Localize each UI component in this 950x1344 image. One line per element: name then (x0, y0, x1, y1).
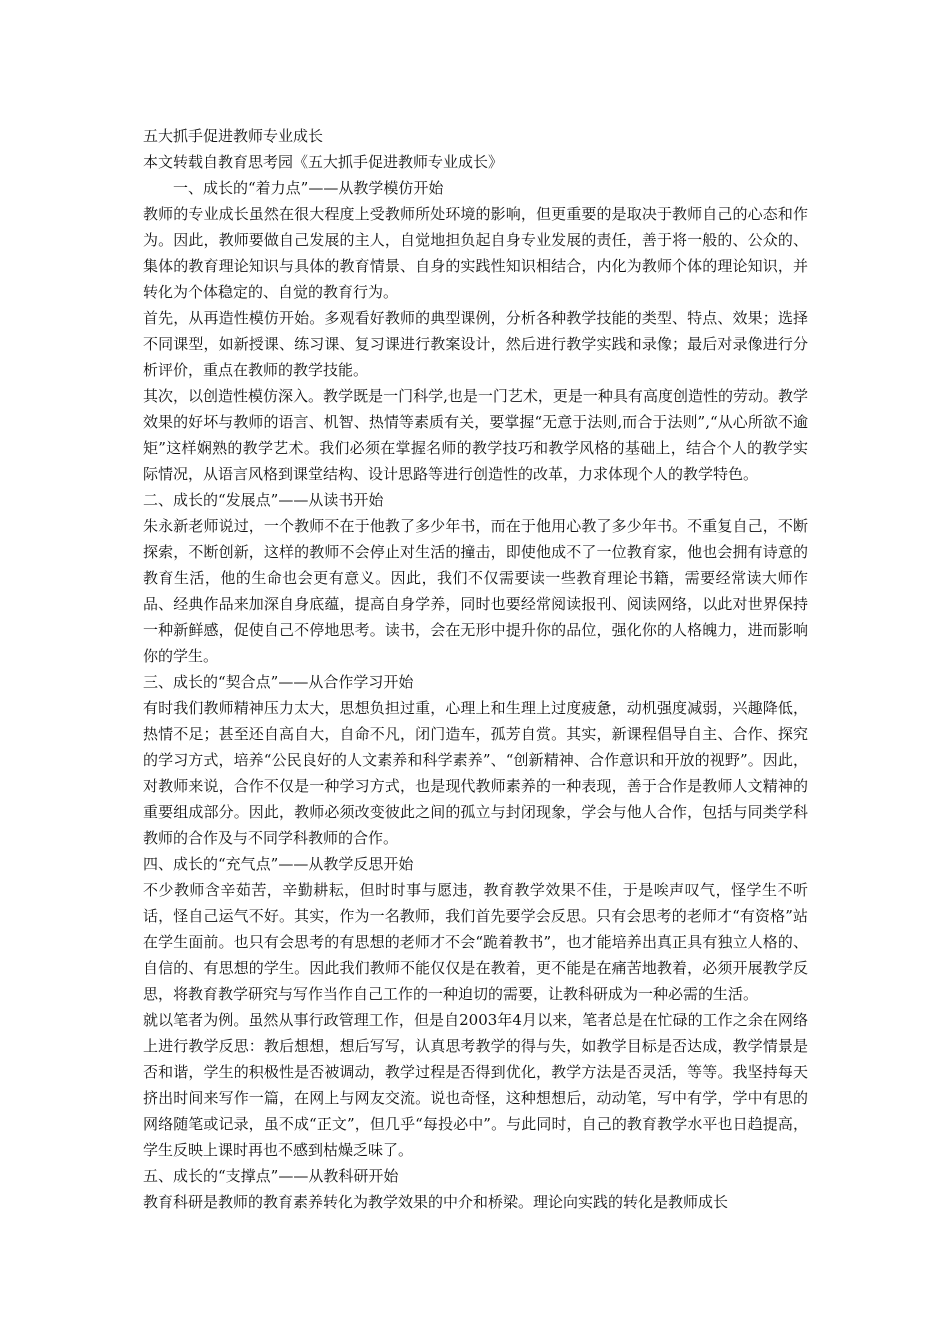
document-title: 五大抓手促进教师专业成长 (143, 127, 324, 145)
paragraph: 教育科研是教师的教育素养转化为教学效果的中介和桥梁。理论向实践的转化是教师成长 (143, 1193, 729, 1211)
paragraph: 不少教师含辛茹苦，辛勤耕耘，但时时事与愿违，教育教学效果不佳，于是唉声叹气，怪学生不听话，怪自己运气不好。其实，作为一名教师，我们首先要学会反思。只有会思考的老师才“有资格”站在学生面前。也只有会思考的有思想的老师才不会“跪着教书”，也才能培养出真正具有独立人格的、自信的、有思想的学生。因此我们教师不能仅仅是在教着，更不能是在痛苦地教着，必须开展教学反思，将教育教学研究与写作当作自己工作的一种迫切的需要，让教科研成为一种必需的生活。 (143, 881, 808, 1003)
paragraph: 其次，以创造性模仿深入。教学既是一门科学,也是一门艺术，更是一种具有高度创造性的劳动。教学效果的好坏与教师的语言、机智、热情等素质有关，要掌握“无意于法则,而合于法则”,“从心所欲不逾矩”这样娴熟的教学艺术。我们必须在掌握名师的教学技巧和教学风格的基础上，结合个人的教学实际情况，从语言风格到课堂结构、设计思路等进行创造性的改革，力求体现个人的教学特色。 (143, 387, 808, 483)
section-heading-1: 一、成长的“着力点”——从教学模仿开始 (173, 179, 444, 197)
source-line: 本文转载自教育思考园《五大抓手促进教师专业成长》 (143, 153, 504, 171)
paragraph: 就以笔者为例。虽然从事行政管理工作，但是自2003年4月以来，笔者总是在忙碌的工作之余在网络上进行教学反思：教后想想，想后写写，认真思考教学的得与失，如教学目标是否达成，教学情景是否和谐，学生的积极性是否被调动，教学过程是否得到优化，教学方法是否灵活，等等。我坚持每天挤出时间来写作一篇，在网上与网友交流。说也奇怪，这种想想后，动动笔，写中有学，学中有思的网络随笔或记录，虽不成“正文”，但几乎“每投必中”。与此同时，自己的教育教学水平也日趋提高，学生反映上课时再也不感到枯燥乏味了。 (143, 1011, 808, 1159)
paragraph: 教师的专业成长虽然在很大程度上受教师所处环境的影响，但更重要的是取决于教师自己的心态和作为。因此，教师要做自己发展的主人，自觉地担负起自身专业发展的责任，善于将一般的、公众的、集体的教育理论知识与具体的教育情景、自身的实践性知识相结合，内化为教师个体的理论知识，并转化为个体稳定的、自觉的教育行为。 (143, 205, 808, 301)
paragraph: 有时我们教师精神压力太大，思想负担过重，心理上和生理上过度疲惫，动机强度减弱，兴趣降低，热情不足；甚至还自高自大，自命不凡，闭门造车，孤芳自赏。其实，新课程倡导自主、合作、探究的学习方式，培养“公民良好的人文素养和科学素养”、“创新精神、合作意识和开放的视野”。因此，对教师来说，合作不仅是一种学习方式，也是现代教师素养的一种表现，善于合作是教师人文精神的重要组成部分。因此，教师必须改变彼此之间的孤立与封闭现象，学会与他人合作，包括与同类学科教师的合作及与不同学科教师的合作。 (143, 699, 808, 847)
section-heading-3: 三、成长的“契合点”——从合作学习开始 (143, 673, 414, 691)
section-heading-4: 四、成长的“充气点”——从教学反思开始 (143, 855, 414, 873)
section-heading-5: 五、成长的“支撑点”——从教科研开始 (143, 1167, 399, 1185)
section-heading-2: 二、成长的“发展点”——从读书开始 (143, 491, 384, 509)
paragraph: 首先，从再造性模仿开始。多观看好教师的典型课例，分析各种教学技能的类型、特点、效果；选择不同课型，如新授课、练习课、复习课进行教案设计，然后进行教学实践和录像；最后对录像进行分析评价，重点在教师的教学技能。 (143, 309, 808, 379)
document-body (143, 123, 808, 1215)
paragraph: 朱永新老师说过，一个教师不在于他教了多少年书，而在于他用心教了多少年书。不重复自己，不断探索，不断创新，这样的教师不会停止对生活的撞击，即使他成不了一位教育家，他也会拥有诗意的教育生活，他的生命也会更有意义。因此，我们不仅需要读一些教育理论书籍，需要经常读大师作品、经典作品来加深自身底蕴，提高自身学养，同时也要经常阅读报刊、阅读网络，以此对世界保持一种新鲜感，促使自己不停地思考。读书，会在无形中提升你的品位，强化你的人格魄力，进而影响你的学生。 (143, 517, 808, 665)
